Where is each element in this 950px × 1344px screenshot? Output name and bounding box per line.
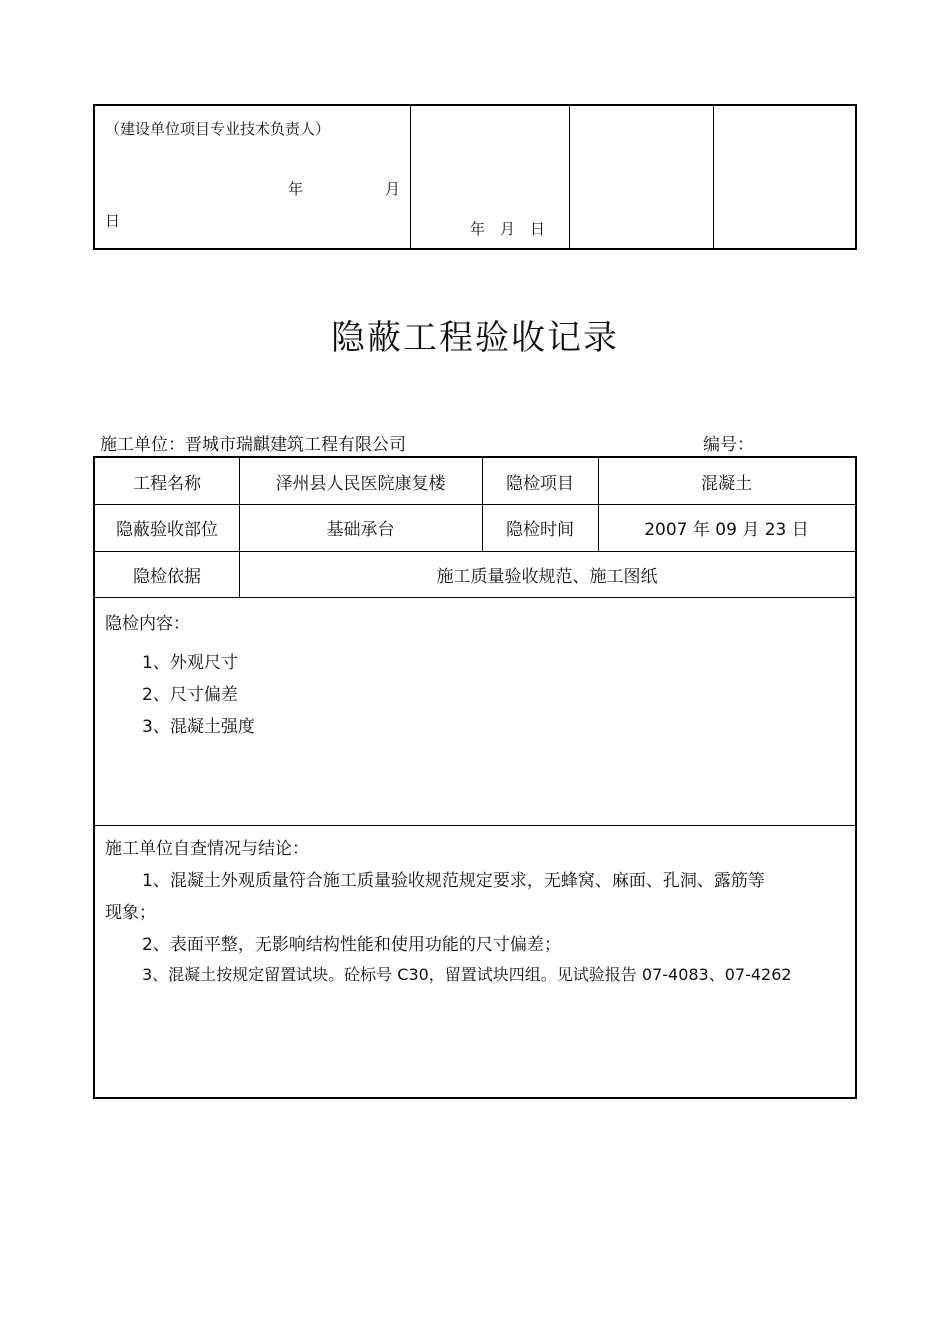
part-label: 隐蔽验收部位: [116, 520, 218, 540]
date-day: 日: [105, 212, 121, 230]
self-check-line: 现象；: [105, 903, 156, 923]
signature-divider: [410, 106, 411, 248]
basis-label: 隐检依据: [133, 566, 201, 587]
signature-table: [93, 104, 857, 250]
date-month: 月: [385, 180, 401, 198]
document-title: 隐蔽工程验收记录: [331, 318, 619, 358]
self-check-line: 3、混凝土按规定留置试块。砼标号 C30，留置试块四组。见试验报告 07-4083、07-4262: [142, 965, 792, 984]
signature-divider: [713, 106, 714, 248]
construction-unit: 施工单位：晋城市瑞麒建筑工程有限公司: [100, 435, 406, 455]
basis-value: 施工质量验收规范、施工图纸: [436, 566, 658, 587]
self-check-line: 2、表面平整，无影响结构性能和使用功能的尺寸偏差；: [142, 935, 561, 955]
self-check-label: 施工单位自查情况与结论：: [105, 839, 309, 859]
content-label: 隐检内容：: [105, 614, 190, 634]
time-label: 隐检时间: [506, 520, 574, 540]
self-check-line: 1、混凝土外观质量符合施工质量验收规范规定要求，无蜂窝、麻面、孔洞、露筋等: [142, 871, 765, 891]
content-item: 3、混凝土强度: [142, 717, 255, 737]
inspection-item-value: 混凝土: [701, 473, 752, 494]
part-value: 基础承台: [326, 520, 395, 540]
row-divider: [95, 597, 855, 598]
project-name-value: 泽州县人民医院康复楼: [275, 473, 446, 494]
inspection-table: [93, 456, 857, 1099]
date-cell: 年 月 日: [470, 220, 546, 238]
content-item: 2、尺寸偏差: [142, 685, 238, 705]
responsible-label: （建设单位项目专业技术负责人）: [105, 120, 331, 138]
inspection-item-label: 隐检项目: [506, 473, 574, 494]
signature-divider: [569, 106, 570, 248]
record-number: 编号：: [703, 435, 754, 455]
time-value: 2007 年 09 月 23 日: [644, 520, 809, 540]
project-name-label: 工程名称: [133, 473, 201, 494]
date-year: 年: [288, 180, 304, 198]
row-divider: [95, 825, 855, 826]
content-item: 1、外观尺寸: [142, 653, 238, 673]
